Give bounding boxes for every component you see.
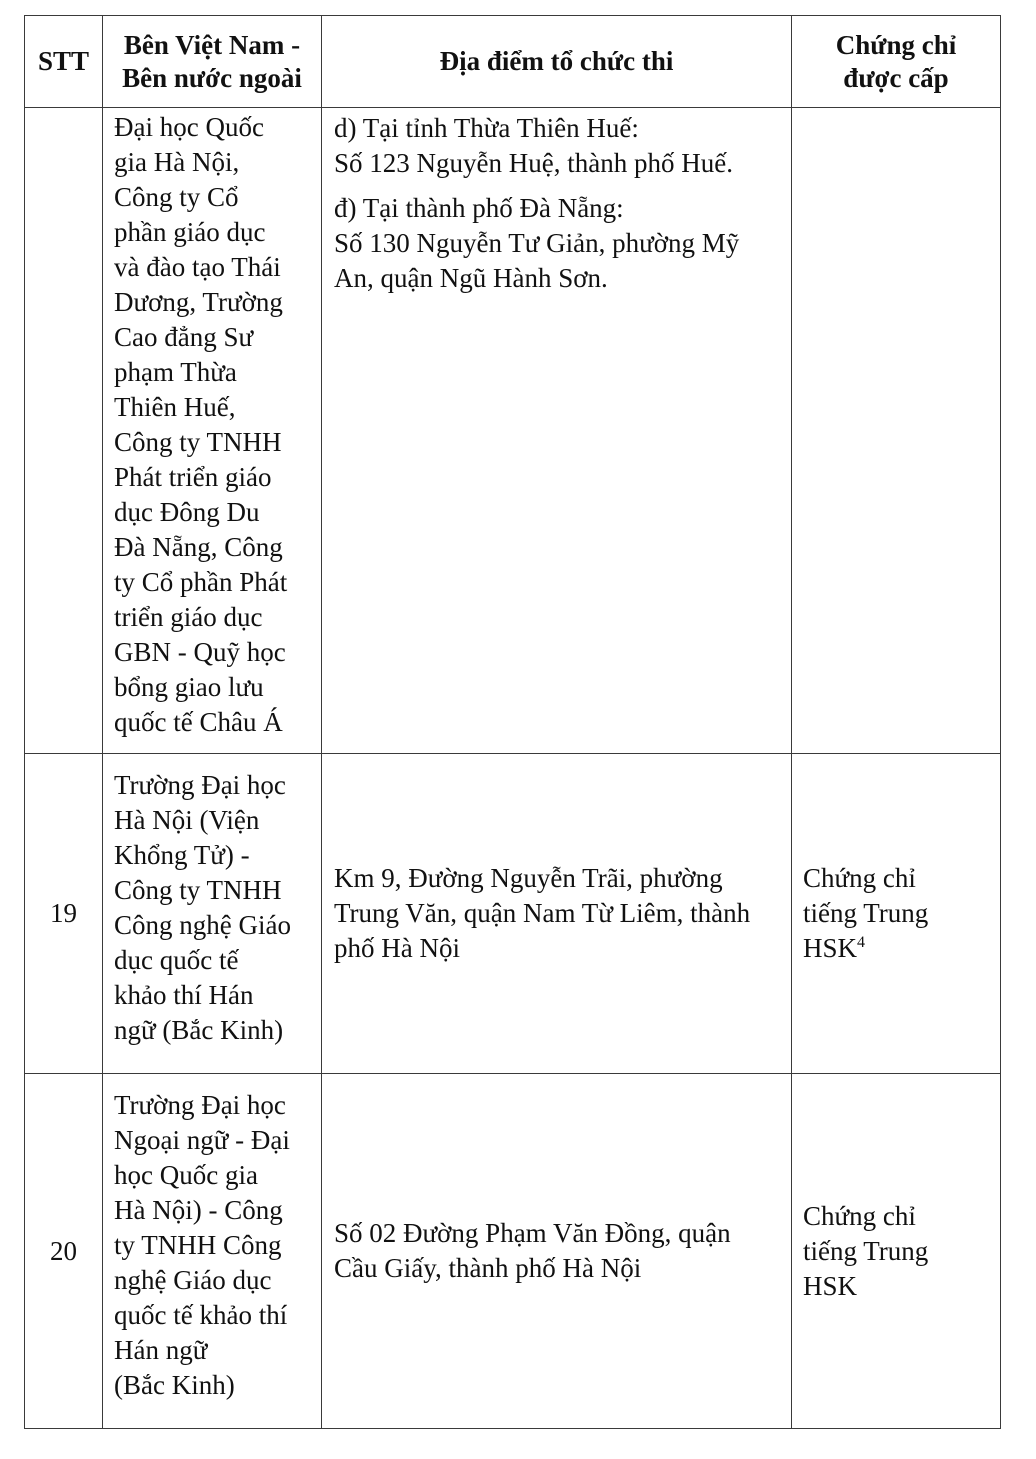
header-location: Địa điểm tổ chức thi	[322, 16, 792, 108]
row-stt: 19	[25, 754, 103, 1074]
header-certificate: Chứng chỉ được cấp	[792, 16, 1001, 108]
row-stt: 20	[25, 1074, 103, 1429]
row-location	[322, 108, 792, 754]
header-stt: STT	[25, 16, 103, 108]
location-address-hue: Số 123 Nguyễn Huệ, thành phố Huế.	[334, 148, 733, 178]
row-certificate: Chứng chỉ tiếng Trung HSK$^4$	[792, 754, 1001, 1074]
table-row	[25, 108, 1001, 754]
table-row	[25, 1074, 1001, 1429]
table-header-row	[25, 16, 1001, 108]
location-heading-hue: d) Tại tỉnh Thừa Thiên Huế:	[334, 113, 639, 143]
location-address-danang: Số 130 Nguyễn Tư Giản, phường Mỹ An, quận Ngũ Hành Sơn.	[334, 228, 740, 293]
footnote-marker: 4	[857, 934, 866, 951]
row-parties: Trường Đại học Ngoại ngữ - Đại học Quốc gia Hà Nội) - Công ty TNHH Công nghệ Giáo dục quốc tế khảo thí Hán ngữ (Bắc Kinh)	[103, 1074, 322, 1429]
location-heading-danang: đ) Tại thành phố Đà Nẵng:	[334, 193, 624, 223]
table-row	[25, 754, 1001, 1074]
row-certificate: Chứng chỉ tiếng Trung HSK	[792, 1074, 1001, 1429]
row-parties: Trường Đại học Hà Nội (Viện Khổng Tử) - Công ty TNHH Công nghệ Giáo dục quốc tế khảo thí Hán ngữ (Bắc Kinh)	[103, 754, 322, 1074]
header-parties: Bên Việt Nam - Bên nước ngoài	[103, 16, 322, 108]
exam-venues-table	[24, 15, 1001, 1429]
row-parties: Đại học Quốc gia Hà Nội, Công ty Cổ phần giáo dục và đào tạo Thái Dương, Trường Cao đẳng Sư phạm Thừa Thiên Huế, Công ty TNHH Phát triển giáo dục Đông Du Đà Nẵng, Công ty Cổ phần Phát triển giáo dục GBN - Quỹ học bổng giao lưu quốc tế Châu Á	[103, 108, 322, 754]
row-stt	[25, 108, 103, 754]
row-location: Số 02 Đường Phạm Văn Đồng, quận Cầu Giấy, thành phố Hà Nội	[322, 1074, 792, 1429]
row-location: Km 9, Đường Nguyễn Trãi, phường Trung Văn, quận Nam Từ Liêm, thành phố Hà Nội	[322, 754, 792, 1074]
row-certificate	[792, 108, 1001, 754]
